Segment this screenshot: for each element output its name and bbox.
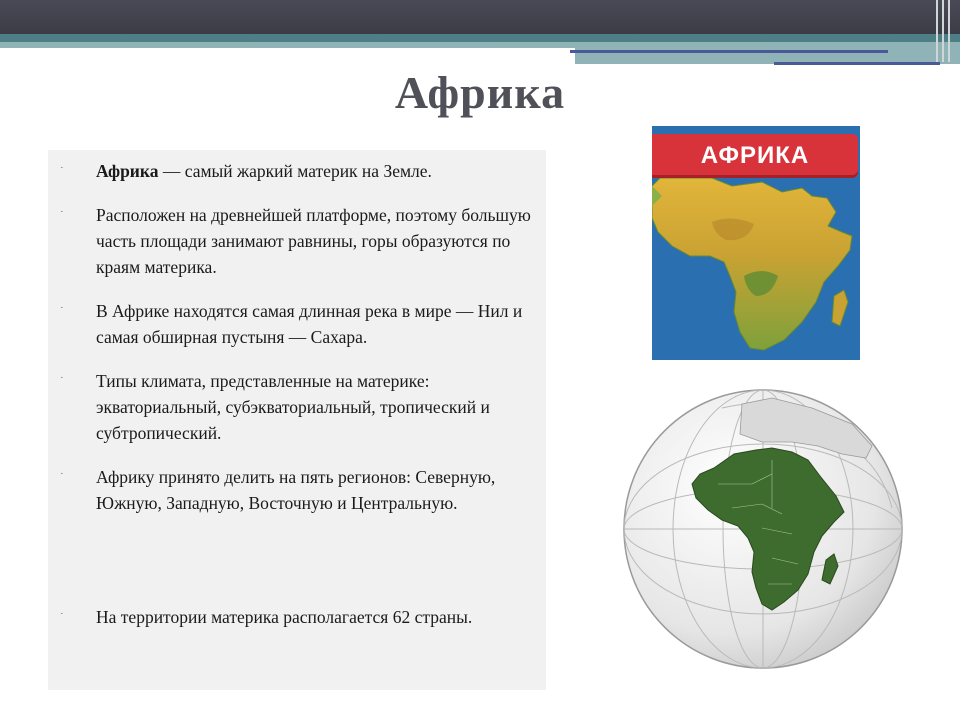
bullet-item	[60, 158, 541, 184]
header-accent-line-short	[774, 62, 940, 65]
slide-title: Африка	[394, 67, 566, 118]
bullet-lead: Африка	[96, 161, 159, 181]
bullet-text: На территории материка располагается 62 страны.	[96, 607, 473, 627]
header-stripe-light-right	[575, 42, 960, 64]
bullet-marker: ˙	[60, 375, 64, 387]
bullet-text: Типы климата, представленные на материке: экваториальный, субэкваториальный, тропический и субтропический.	[96, 371, 490, 443]
bullet-marker: ˙	[60, 305, 64, 317]
map-label-banner	[652, 134, 858, 178]
bullet-item	[60, 202, 541, 280]
map-label-text: АФРИКА	[700, 142, 810, 169]
header-accent-line	[570, 50, 888, 53]
bullet-marker: ˙	[60, 471, 64, 483]
header-vertical-lines	[934, 0, 954, 62]
bullet-text: Африку принято делить на пять регионов: Северную, Южную, Западную, Восточную и Центральную.	[96, 467, 496, 513]
bullet-marker: ˙	[60, 611, 64, 623]
header-bar	[0, 0, 960, 34]
africa-map-card	[652, 126, 860, 360]
bullet-text: — самый жаркий материк на Земле.	[158, 161, 432, 181]
africa-globe-icon	[622, 388, 904, 670]
bullet-text: Расположен на древнейшей платформе, поэтому большую часть площади занимают равнины, горы образуются по краям материка.	[96, 205, 531, 277]
bullet-marker: ˙	[60, 165, 64, 177]
text-panel	[48, 150, 546, 690]
header-stripe	[0, 34, 960, 42]
bullet-text: В Африке находятся самая длинная река в мире — Нил и самая обширная пустыня — Сахара.	[96, 301, 523, 347]
bullet-marker: ˙	[60, 209, 64, 221]
bullet-item	[60, 604, 541, 630]
header-stripe-light-left	[0, 42, 575, 48]
bullet-item	[60, 298, 541, 350]
bullet-item	[60, 368, 541, 446]
bullet-item	[60, 464, 541, 516]
